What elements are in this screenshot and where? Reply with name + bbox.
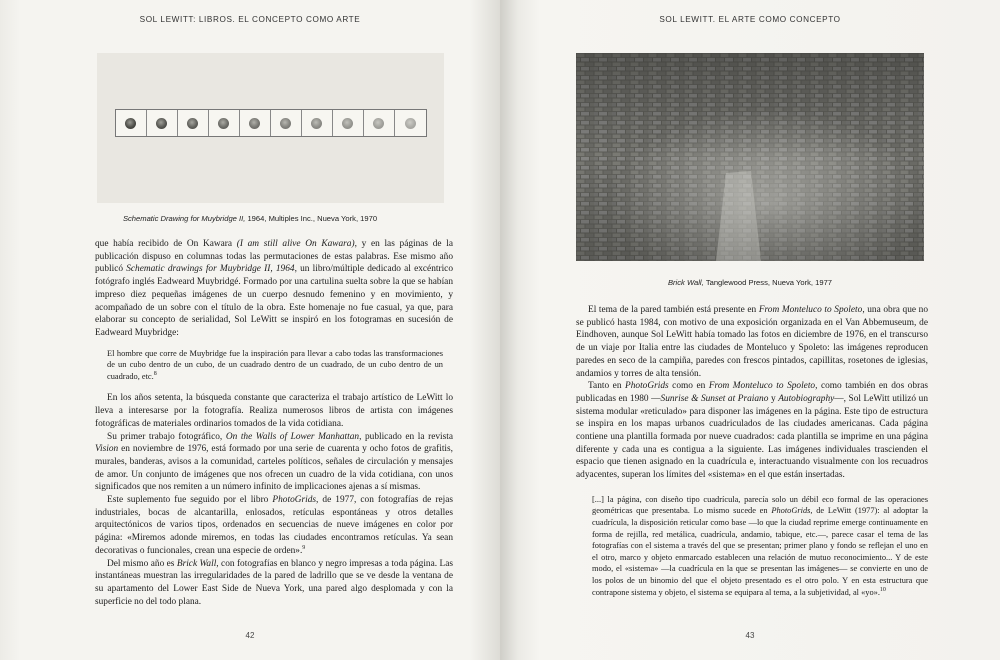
footnote-ref: 9: [302, 544, 306, 551]
caption-details: Tanglewood Press, Nueva York, 1977: [705, 278, 833, 287]
page-number-right: 43: [745, 631, 755, 640]
muybridge-frame: [178, 110, 209, 136]
right-page: [500, 0, 1000, 660]
frame-figure: [405, 118, 416, 129]
muybridge-figure: [97, 53, 444, 203]
right-body-text: [576, 304, 928, 598]
muybridge-frame: [147, 110, 178, 136]
muybridge-frame: [271, 110, 302, 136]
paragraph: que había recibido de On Kawara (I am still alive On Kawara), y en las páginas de la publicación dispuso en columnas todas las permutaciones de estas palabras. Ese mismo año publicó Schematic drawings for Muybridge II, 1964, un libro/múltiple dedicado al excéntrico fotógrafo inglés Eadweard Muybridgé. Formado por una cartulina suelta sobre la que se habían impreso diez pequeñas imágenes de un cuerpo desnudo femenino y en movimiento, y acompañado de un sobre con el título de la obra. Este homenaje no fue casual, ya que, para elaborar su concepto de serialidad, Sol LeWitt se inspiró en los fotogramas en sucesión de Eadweard Muybridge:: [95, 239, 453, 338]
frame-strip: [115, 109, 427, 137]
paragraph: Este suplemento fue seguido por el libro PhotoGrids, de 1977, con fotografías de rejas industriales, bocas de alcantarilla, enlosados, retículas espontáneas y otros detalles arquitectónicos de varios tipos, ordenados en secuencias de nueve imágenes en color por página: «Miremos adonde miremos, en todas las ciudades encontramos retículas. Ya sean decorativas o funcionales, crean una especie de orden».$^9$: [95, 495, 453, 556]
paragraph: En los años setenta, la búsqueda constante que caracteriza el trabajo artístico de LeWitt lo lleva a interesarse por la fotografía. Realiza numerosos libros de artista con imágenes fotográficas de materiales ordinarios tomados de la vida cotidiana.: [95, 393, 453, 429]
figure-caption-right: [560, 278, 940, 287]
page-number-left: 42: [245, 631, 255, 640]
figure-caption-left: [60, 214, 440, 223]
footnote-ref: 10: [879, 586, 886, 593]
footnote-ref: 8: [153, 371, 157, 378]
frame-figure: [342, 118, 353, 129]
block-quote: El hombre que corre de Muybridge fue la inspiración para llevar a cabo todas las transformaciones de un cubo dentro de un cubo, de un cuadrado dentro de un cuadrado, de un cubo dentro de un cuadrado, etc.$^8$: [107, 348, 443, 381]
muybridge-frame: [395, 110, 426, 136]
frame-figure: [280, 118, 291, 129]
paragraph: Del mismo año es Brick Wall, con fotografías en blanco y negro impresas a toda página. Las instantáneas muestran las irregularidades de la pared de ladrillo que se ve desde la ventana de su apartamento del Lower East Side de Nueva York, una pared algo desplomada y con la superficie no del todo plana.: [95, 558, 453, 607]
muybridge-frame: [240, 110, 271, 136]
paragraph: Su primer trabajo fotográfico, On the Walls of Lower Manhattan, publicado en la revista Vision en noviembre de 1976, está formado por una serie de cuarenta y ocho fotos de grafitis, murales, banderas, avisos a la comunidad, carteles políticos, señales de circulación y mensajes de amor. Un conjunto de imágenes que nos ofrecen un cuadro de la vida cotidiana, con unos significados que nos remiten a un número infinito de implicaciones ajenas a sí mismas.: [95, 431, 453, 493]
caption-details: 1964, Multiples Inc., Nueva York, 1970: [247, 214, 378, 223]
muybridge-frame: [209, 110, 240, 136]
frame-figure: [156, 118, 167, 129]
frame-figure: [218, 118, 229, 129]
block-quote: [...] la página, con diseño tipo cuadrícula, parecía solo un débil eco formal de las operaciones geométricas que presentaba. Lo mismo sucede en PhotoGrids, de LeWitt (1977): al adoptar la cuadrícula, la disposición reticular como base —lo que la ciudad reprime emerge continuamente en forma de rejilla, red metálica, cuadrícula, andamio, tabique, etc.—, parece casar el tema de las fotografías con el sistema a través del que se presentan; primer plano y fondo se reflejan el uno en el otro, marco y objeto enmarcado establecen una relación de mutuo reconocimiento... Y de este modo, el «sistema» —la cuadrícula en la que se presentan las imágenes— se convierte en uno de los polos de un binomio del que el objeto presentado es el otro polo. Y en esta estructura que contrapone sistema y objeto, el sistema se equipara al tema, a la subjetividad, al «yo».$^{10}$: [592, 494, 928, 597]
frame-figure: [373, 118, 384, 129]
frame-figure: [125, 118, 136, 129]
muybridge-frame: [364, 110, 395, 136]
paragraph: El tema de la pared también está presente en From Monteluco to Spoleto, una obra que no se publicó hasta 1984, con motivo de una exposición organizada en el Van Abbemuseum, de Eindhoven, aunque Sol LeWitt había tomado las fotos en diciembre de 1976, en el transcurso de un viaje por Italia entre las ciudades de Monteluco y Spoleto: las imágenes reproducen paredes en seco de la campiña, paredes con frescos pintados, capillitas, rosetones de iglesias, andamios y torres de alta tensión.: [576, 305, 929, 379]
running-head-right: SOL LEWITT. EL ARTE COMO CONCEPTO: [659, 15, 841, 24]
frame-figure: [187, 118, 198, 129]
muybridge-frame: [333, 110, 364, 136]
running-head-left: SOL LEWITT: LIBROS. EL CONCEPTO COMO ARTE: [139, 15, 361, 24]
muybridge-frame: [302, 110, 333, 136]
caption-title: Schematic Drawing for Muybridge II,: [122, 214, 246, 223]
caption-title: Brick Wall,: [667, 278, 704, 287]
frame-figure: [249, 118, 260, 129]
muybridge-frame: [116, 110, 147, 136]
paragraph: Tanto en PhotoGrids como en From Monteluco to Spoleto, como también en dos obras publicadas en 1980 —Sunrise & Sunset at Praiano y Autobiography—, Sol LeWitt utilizó un sistema modular «reticulado» para disponer las imágenes en la página. Este tipo de estructura se inspira en los mapas urbanos cuadriculados de las ciudades americanas. Cada página contiene una plantilla formada por nueve cuadrados: cada plantilla se imprime en una página diferente y cada una es contigua a la siguiente. Las imágenes individuales trascienden el espacio que tienen asignado en la cuadrícula e, interactuando visualmente con los recuadros adyacentes, superan los límites del «sistema» en el que están insertadas.: [576, 381, 928, 481]
left-body-text: [95, 238, 453, 608]
frame-figure: [311, 118, 322, 129]
brick-wall-photo: [576, 53, 924, 261]
brick-wall-image: [576, 53, 924, 261]
